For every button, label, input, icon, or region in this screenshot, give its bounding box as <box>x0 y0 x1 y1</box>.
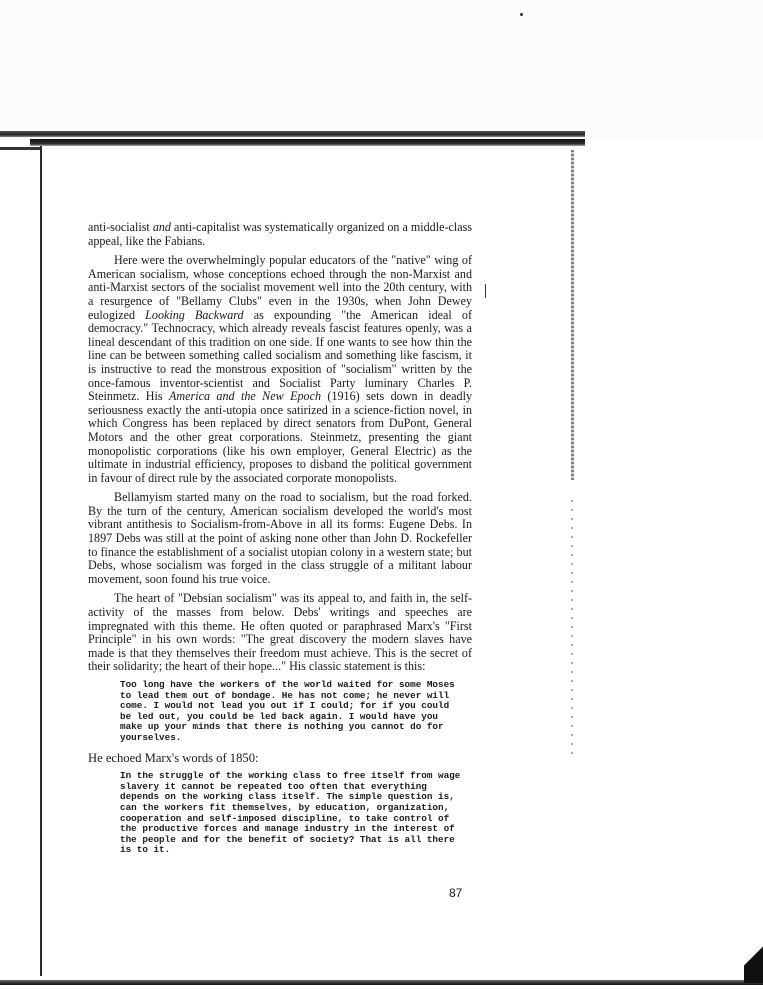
page-number: 87 <box>449 886 463 900</box>
text-run: anti-capitalist was systematically organized on a middle-class appeal, like the Fabians. <box>88 220 472 248</box>
book-title: America and the New Epoch <box>169 389 321 404</box>
text-run: (1916) sets down in deadly seriousness exactly the anti-utopia once satirized in a science-fiction novel, in which Congress has been replaced by direct senators from DuPont, General Motors and the other great corporations. Steinmetz, presenting the giant monopolistic corporations (like his own employer, General Electric) as the ultimate in industrial efficiency, proposes to disband the political government in favour of direct rule by the associated corporate monopolists. <box>88 389 472 485</box>
scan-speck <box>520 13 523 16</box>
scan-edge-bottom <box>0 980 763 985</box>
block-quote: In the struggle of the working class to free itself from wage slavery it cannot be repeated too often that everything depends on the working class itself. The simple question is, can the workers fit themselves, by education, organization, cooperation and self-imposed discipline, to take control of the productive forces and manage industry in the interest of the people and for the benefit of society? That is all there is to it. <box>120 770 461 856</box>
lead-in-text: He echoed Marx's words of 1850: <box>88 750 259 765</box>
text-run: anti-socialist <box>88 220 153 234</box>
block-quote: Too long have the workers of the world waited for some Moses to lead them out of bondage. He has not come; he never will come. I would not lead you out if I could; for if you could be led out, you could be led back again. I would have you make up your minds that there is nothing you cannot do for yourselves. <box>120 679 455 743</box>
margin-mark <box>485 284 486 298</box>
scan-edge-top-inner <box>30 139 585 146</box>
page-body <box>88 221 472 864</box>
scan-edge-top <box>0 131 585 137</box>
paragraph <box>88 221 472 248</box>
emphasis: and <box>152 220 171 234</box>
book-title: Looking Backward <box>145 307 244 322</box>
paragraph: The heart of "Debsian socialism" was its appeal to, and faith in, the self-activity of the masses from below. Debs' writings and speeches are impregnated with this theme. He often quoted or paraphrased Marx's "First Principle" in his own words: "The great discovery the modern slaves have made is that they themselves their freedom must achieve. This is the secret of their solidarity; the heart of their hope..." His classic statement is this: <box>88 591 472 674</box>
scan-background <box>0 0 763 140</box>
scan-edge-right <box>571 150 574 480</box>
scan-edge-left <box>40 146 42 976</box>
paragraph <box>88 254 472 485</box>
text-run: Here were the overwhelmingly popular educators of the "native" wing of American socialism, whose conceptions echoed through the non-Marxist and anti-Marxist sectors of the socialist movement well into the 20th century, with a resurgence of "Bellamy Clubs" even in the 1930s, when John Dewey eulogized <box>88 253 472 322</box>
scan-edge-right-lower <box>571 500 573 760</box>
text-run: as expounding "the American ideal of democracy." Technocracy, which already reveals fascist features openly, was a lineal descendant of this tradition on one side. If one wants to see how thin the line can be between something called socialism and something like fascism, it is instructive to read the monstrous exposition of "socialism" written by the once-famous inventor-scientist and Socialist Party luminary Charles P. Steinmetz. His <box>88 307 472 404</box>
paragraph: Bellamyism started many on the road to socialism, but the road forked. By the turn of the century, American socialism developed the world's most vibrant antithesis to Socialism-from-Above in all its forms: Eugene Debs. In 1897 Debs was still at the point of asking none other than John D. Rockefeller to finance the establishment of a socialist utopian colony in a western state; but Debs, whose socialism was forged in the class struggle of a militant labour movement, soon found his true voice. <box>88 490 472 586</box>
scan-corner <box>744 935 763 983</box>
scan-edge-top-left <box>0 147 40 150</box>
